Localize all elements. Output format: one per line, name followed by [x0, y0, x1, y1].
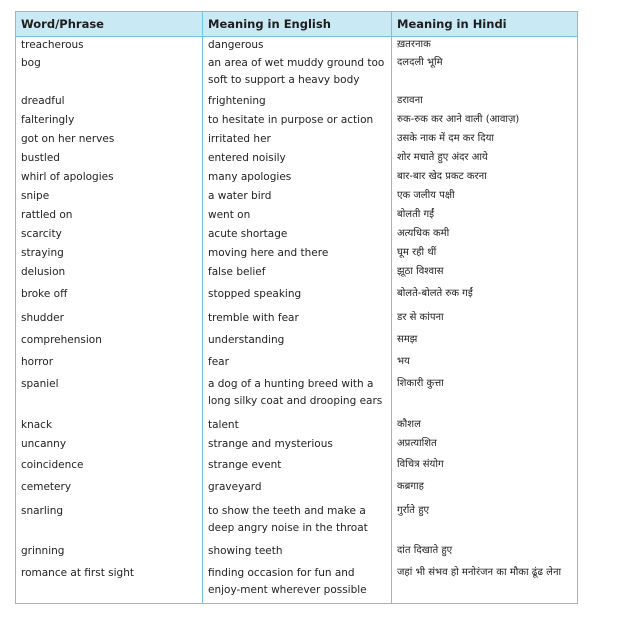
- word-cell: cemetery: [16, 478, 203, 502]
- word-cell: bog: [16, 54, 203, 92]
- hindi-meaning-cell: समझ: [397, 334, 418, 345]
- table-row: [16, 285, 577, 309]
- word-cell: coincidence: [16, 456, 203, 478]
- table-row: [16, 564, 577, 604]
- table-row: [16, 36, 577, 54]
- hindi-meaning-cell: झूठा विश्वास: [397, 266, 444, 277]
- hindi-meaning-cell: भय: [397, 356, 410, 367]
- english-meaning-cell: understanding: [203, 331, 392, 353]
- english-meaning-cell: frightening: [203, 92, 392, 111]
- english-meaning-cell: to show the teeth and make a deep angry noise in the throat: [203, 502, 392, 542]
- word-cell: falteringly: [16, 111, 203, 130]
- english-meaning-cell: to hesitate in purpose or action: [203, 111, 392, 130]
- english-meaning-cell: graveyard: [203, 478, 392, 502]
- english-meaning-cell: irritated her: [203, 130, 392, 149]
- hindi-meaning-cell: बोलते-बोलते रुक गईं: [397, 288, 473, 299]
- hindi-meaning-cell: दलदली भूमि: [397, 57, 443, 68]
- hindi-meaning-cell: दांत दिखाते हुए: [397, 545, 453, 556]
- table-header: [16, 12, 577, 37]
- word-cell: snipe: [16, 187, 203, 206]
- word-cell: horror: [16, 353, 203, 375]
- table-row: [16, 244, 577, 263]
- table-row: [16, 263, 577, 285]
- english-meaning-cell: a water bird: [203, 187, 392, 206]
- hindi-meaning-cell: शिकारी कुत्ता: [397, 378, 444, 389]
- english-meaning-cell: showing teeth: [203, 542, 392, 564]
- table-row: [16, 309, 577, 331]
- english-meaning-cell: strange and mysterious: [203, 435, 392, 456]
- table-row: [16, 111, 577, 130]
- word-cell: romance at first sight: [16, 564, 203, 604]
- english-meaning-cell: a dog of a hunting breed with a long silky coat and drooping ears: [203, 375, 392, 416]
- table-row: [16, 187, 577, 206]
- word-cell: got on her nerves: [16, 130, 203, 149]
- table-row: [16, 206, 577, 225]
- table-row: [16, 416, 577, 435]
- word-cell: delusion: [16, 263, 203, 285]
- table-row: [16, 331, 577, 353]
- hindi-meaning-cell: बार-बार खेद प्रकट करना: [397, 171, 487, 182]
- glossary-table: [15, 11, 578, 604]
- english-meaning-cell: entered noisily: [203, 149, 392, 168]
- table-row: [16, 435, 577, 456]
- english-meaning-cell: talent: [203, 416, 392, 435]
- table-body: [16, 36, 577, 603]
- hindi-meaning-cell: कौशल: [397, 419, 421, 430]
- hindi-meaning-cell: डर से कांपना: [397, 312, 444, 323]
- hindi-meaning-cell: कब्रगाह: [397, 481, 424, 492]
- hindi-meaning-cell: ख़तरनाक: [397, 39, 431, 50]
- table-row: [16, 456, 577, 478]
- hindi-meaning-cell: एक जलीय पक्षी: [397, 190, 455, 201]
- hindi-meaning-cell: उसके नाक में दम कर दिया: [397, 133, 494, 144]
- word-cell: snarling: [16, 502, 203, 542]
- english-meaning-cell: moving here and there: [203, 244, 392, 263]
- english-meaning-cell: went on: [203, 206, 392, 225]
- hindi-meaning-cell: अत्यधिक कमी: [397, 228, 450, 239]
- word-cell: shudder: [16, 309, 203, 331]
- english-meaning-cell: acute shortage: [203, 225, 392, 244]
- english-meaning-cell: finding occasion for fun and enjoy-ment wherever possible: [203, 564, 392, 604]
- hindi-meaning-cell: बोलती गईं: [397, 209, 435, 220]
- table-row: [16, 542, 577, 564]
- word-cell: broke off: [16, 285, 203, 309]
- english-meaning-cell: false belief: [203, 263, 392, 285]
- word-cell: uncanny: [16, 435, 203, 456]
- table-row: [16, 353, 577, 375]
- hindi-meaning-cell: रुक-रुक कर आने वाली (आवाज़): [397, 114, 520, 125]
- hindi-meaning-cell: गुर्राते हुए: [397, 505, 430, 516]
- english-meaning-cell: an area of wet muddy ground too soft to support a heavy body: [203, 54, 392, 92]
- hindi-meaning-cell: अप्रत्याशित: [397, 438, 437, 449]
- word-cell: grinning: [16, 542, 203, 564]
- word-cell: knack: [16, 416, 203, 435]
- english-meaning-cell: dangerous: [203, 36, 392, 54]
- word-cell: treacherous: [16, 36, 203, 54]
- header-word-phrase: Word/Phrase: [16, 12, 203, 36]
- english-meaning-cell: strange event: [203, 456, 392, 478]
- header-meaning-english: Meaning in English: [203, 12, 392, 36]
- header-meaning-hindi: Meaning in Hindi: [397, 17, 507, 31]
- word-cell: whirl of apologies: [16, 168, 203, 187]
- english-meaning-cell: stopped speaking: [203, 285, 392, 309]
- hindi-meaning-cell: शोर मचाते हुए अंदर आये: [397, 152, 488, 163]
- word-cell: rattled on: [16, 206, 203, 225]
- table-row: [16, 130, 577, 149]
- table-row: [16, 54, 577, 92]
- table-row: [16, 225, 577, 244]
- word-cell: straying: [16, 244, 203, 263]
- english-meaning-cell: tremble with fear: [203, 309, 392, 331]
- word-cell: comprehension: [16, 331, 203, 353]
- english-meaning-cell: many apologies: [203, 168, 392, 187]
- hindi-meaning-cell: जहां भी संभव हो मनोरंजन का मौका ढूंढ लेना: [397, 567, 562, 578]
- word-cell: dreadful: [16, 92, 203, 111]
- table-row: [16, 168, 577, 187]
- word-cell: bustled: [16, 149, 203, 168]
- table-row: [16, 375, 577, 416]
- table-row: [16, 478, 577, 502]
- word-cell: spaniel: [16, 375, 203, 416]
- word-cell: scarcity: [16, 225, 203, 244]
- hindi-meaning-cell: डरावना: [397, 95, 423, 106]
- table-row: [16, 92, 577, 111]
- hindi-meaning-cell: घूम रही थीं: [397, 247, 437, 258]
- english-meaning-cell: fear: [203, 353, 392, 375]
- table-row: [16, 502, 577, 542]
- hindi-meaning-cell: विचित्र संयोग: [397, 459, 444, 470]
- table-row: [16, 149, 577, 168]
